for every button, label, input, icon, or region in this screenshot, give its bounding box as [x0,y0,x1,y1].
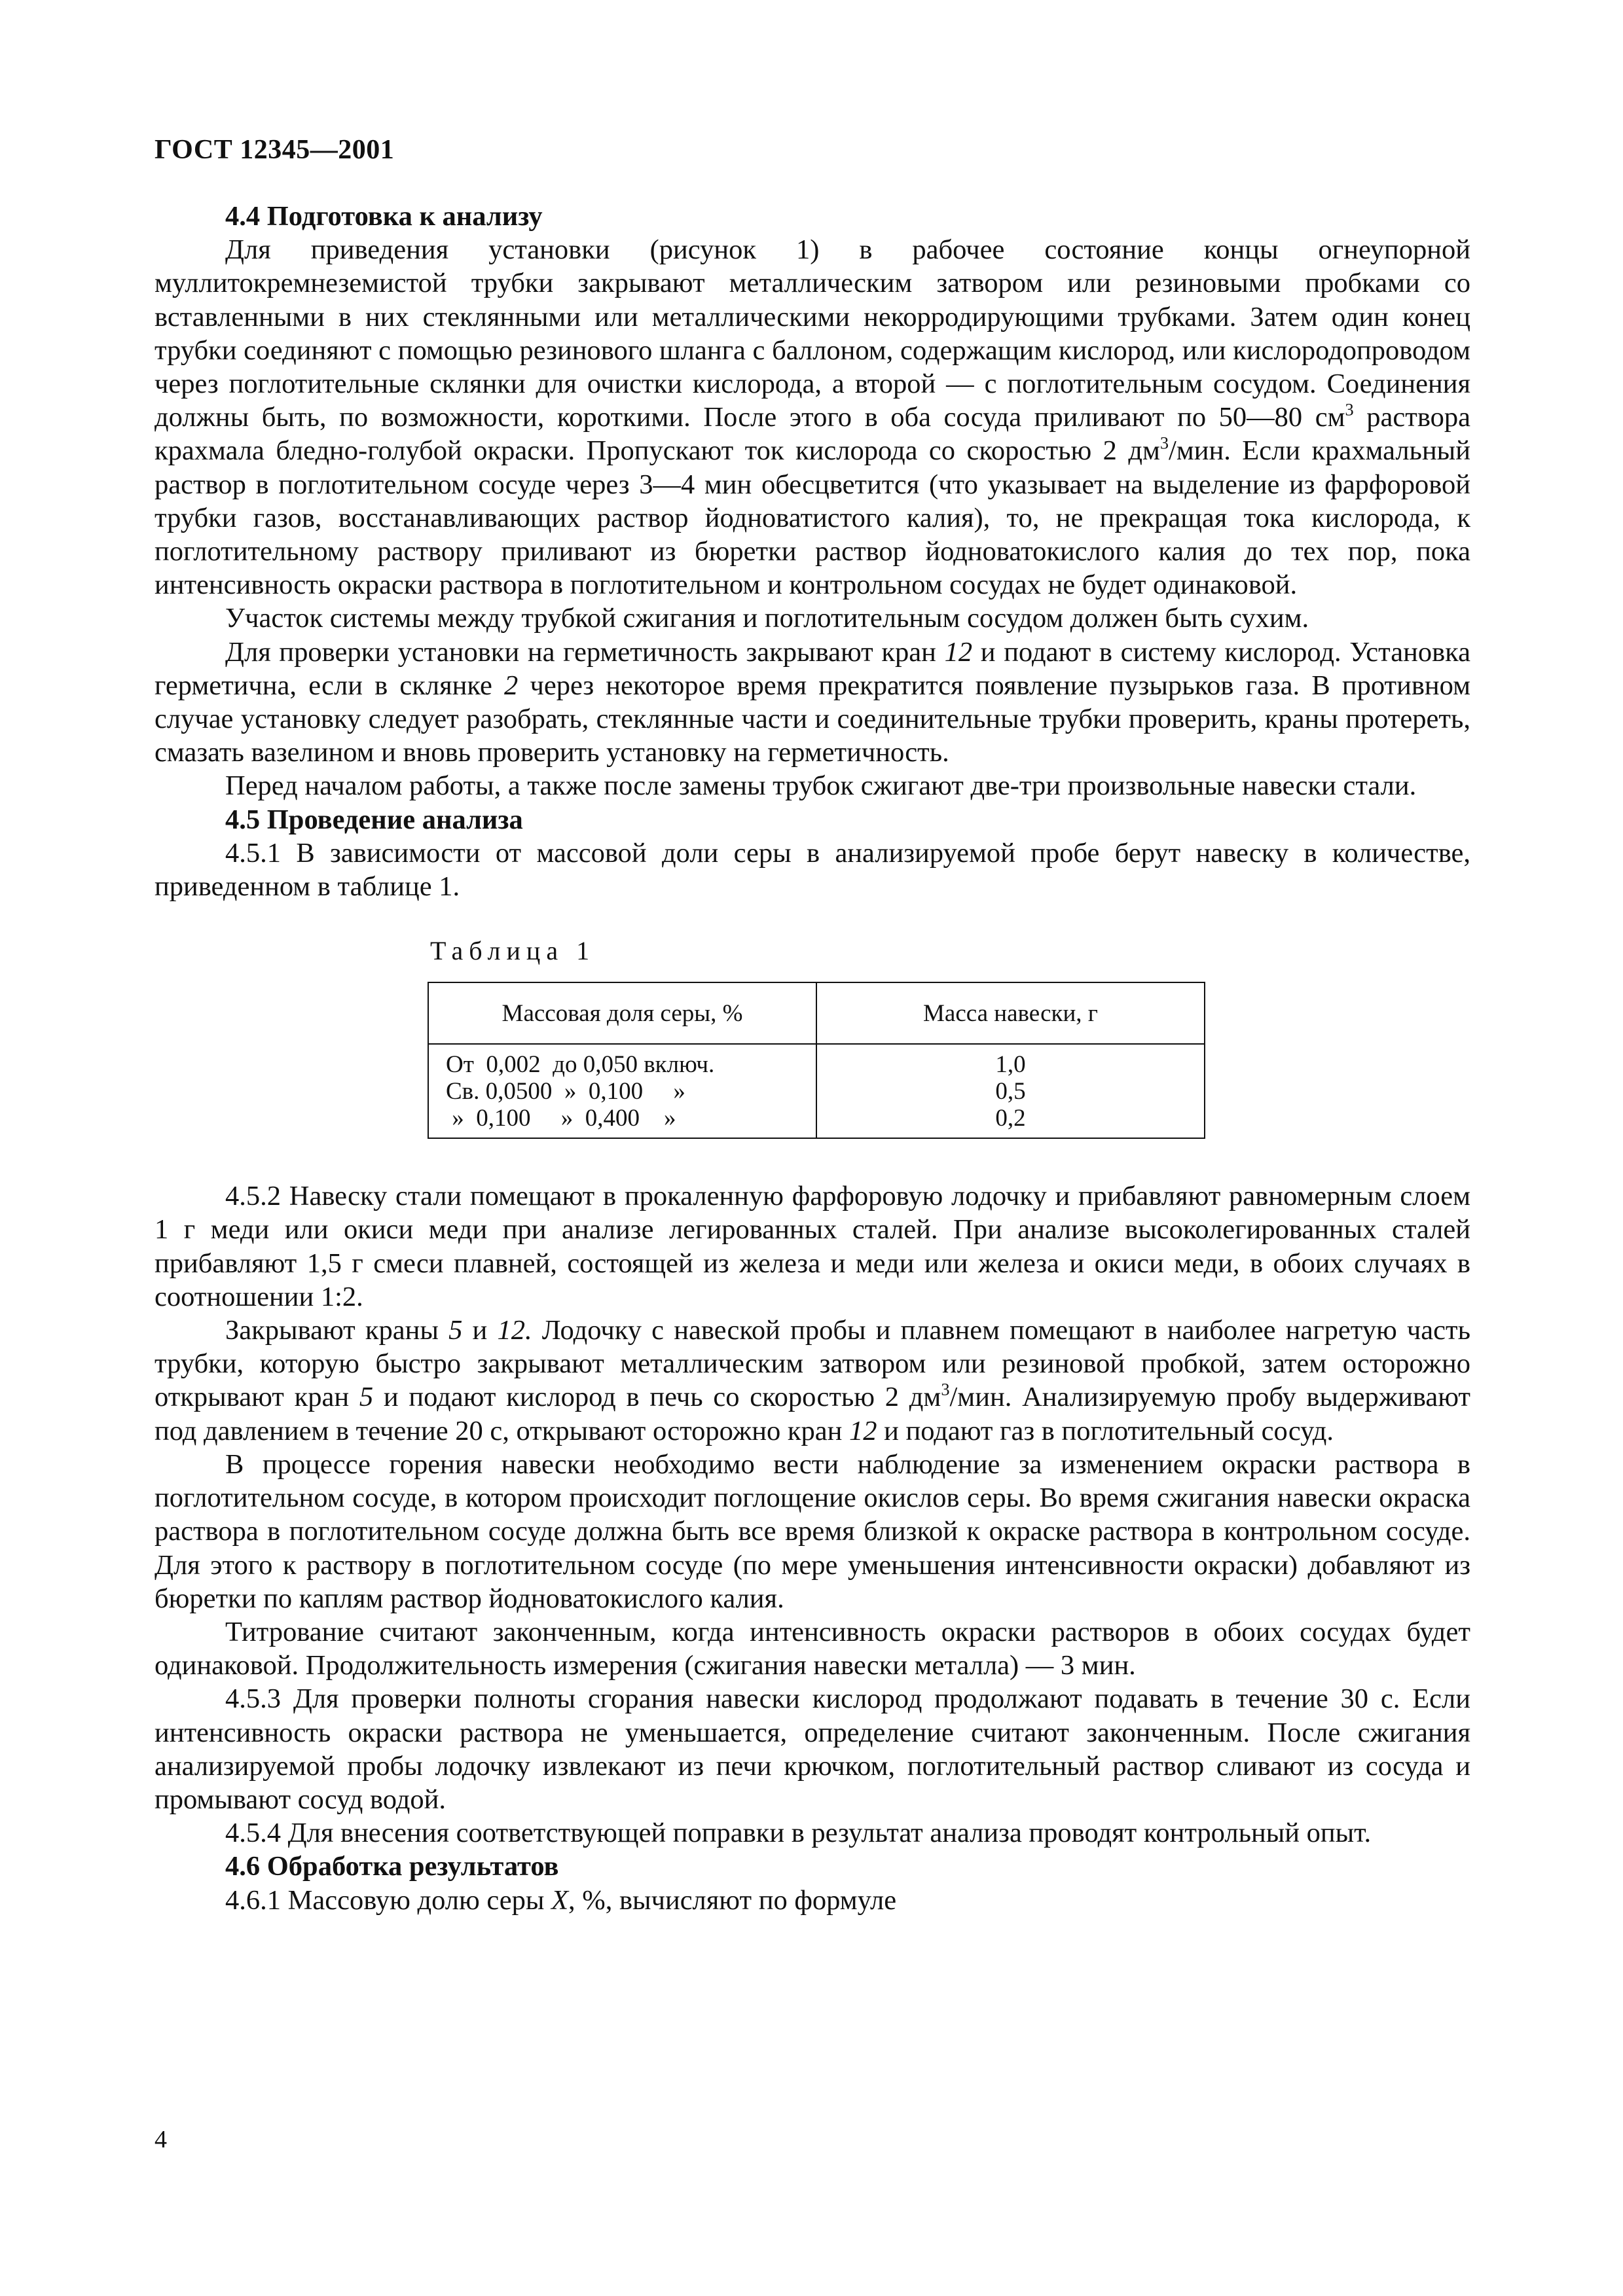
paragraph: 4.5.4 Для внесения соответствующей поправки в результат анализа проводят контрольный опыт. [225,1818,1372,1849]
paragraph: Для проверки установки на герметичность закрывают кран 12 и подают в систему кислород. Установка герметична, если в склянке 2 через некоторое время прекратится появление пузырьков газа. В противном случае установку следует разобрать, стеклянные части и соединительные трубки проверить, краны протереть, смазать вазелином и вновь проверить установку на герметичность. [155,636,1471,768]
document-body [155,200,1470,1917]
table-caption: Таблица 1 [430,936,596,966]
sulfur-mass-table [428,982,1205,1139]
page-number: 4 [155,2126,167,2153]
paragraph: 4.6.1 Массовую долю серы X, %, вычисляют по формуле [225,1884,897,1916]
section-heading-4-4: 4.4 Подготовка к анализу [225,201,543,232]
table-cell-masses: 1,0 0,5 0,2 [816,1044,1205,1138]
section-heading-4-5: 4.5 Проведение анализа [225,804,523,835]
paragraph: 4.5.2 Навеску стали помещают в прокаленную фарфоровую лодочку и прибавляют равномерным слоем 1 г меди или окиси меди при анализе легированных сталей. При анализе высоколегированных сталей прибавляют 1,5 г смеси плавней, состоящей из железа и меди или железа и окиси меди, в обоих случаях в соотношении 1:2. [155,1181,1470,1312]
paragraph: Закрывают краны 5 и 12. Лодочку с навеской пробы и плавнем помещают в наиболее нагретую часть трубки, которую быстро закрывают металлическим затвором или резиновой пробкой, затем осторожно открывают кран 5 и подают кислород в печь со скоростью 2 $дм^3$/мин. Анализируемую пробу выдерживают под давлением в течение 20 с, открывают осторожно кран 12 и подают газ в поглотительный сосуд. [155,1315,1470,1446]
paragraph: Участок системы между трубкой сжигания и поглотительным сосудом должен быть сухим. [225,603,1309,634]
paragraph: 4.5.3 Для проверки полноты сгорания навески кислород продолжают подавать в течение 30 с. Если интенсивность окраски раствора не уменьшается, определение считают законченным. После сжигания анализируемой пробы лодочку извлекают из печи крючком, поглотительный раствор сливают из сосуда и промывают сосуд водой. [155,1683,1470,1815]
document-code: ГОСТ 12345—2001 [155,135,395,165]
paragraph: 4.5.1 В зависимости от массовой доли серы в анализируемой пробе берут навеску в количестве, приведенном в таблице 1. [155,837,1470,903]
table-header-sample-mass: Масса навески, г [816,982,1205,1044]
table-cell-ranges: От 0,002 до 0,050 включ. Св. 0,0500 » 0,100 » » 0,100 » 0,400 » [428,1044,816,1138]
table-header-sulfur-fraction: Массовая доля серы, % [428,982,816,1044]
paragraph: В процессе горения навески необходимо вести наблюдение за изменением окраски раствора в поглотительном сосуде, в котором происходит поглощение окислов серы. Во время сжигания навески окраска раствора в поглотительном сосуде должна быть все время близкой к окраске раствора в контрольном сосуде. Для этого к раствору в поглотительном сосуде (по мере уменьшения интенсивности окраски) добавляют из бюретки по каплям раствор йодноватокислого калия. [155,1448,1470,1614]
table-row [428,1044,1205,1138]
paragraph: Для приведения установки (рисунок 1) в рабочее состояние концы огнеупорной муллитокремнеземистой трубки закрывают металлическим затвором или резиновыми пробками со вставленными в них стеклянными или металлическими некорродирующими трубками. Затем один конец трубки соединяют с помощью резинового шланга с баллоном, содержащим кислород, или кислородопроводом через поглотительные склянки для очистки кислорода, а второй — с поглотительным сосудом. Соединения должны быть, по возможности, короткими. После этого в оба сосуда приливают по 50—80 $см^3$ раствора крахмала бледно-голубой окраски. Пропускают ток кислорода со скоростью 2 $дм^3$/мин. Если крахмальный раствор в поглотительном сосуде через 3—4 мин обесцветится (что указывает на выделение из фарфоровой трубки газов, восстанавливающих раствор йодноватистого калия), то, не прекращая тока кислорода, к поглотительному раствору приливают из бюретки раствор йодноватокислого калия до тех пор, пока интенсивность окраски раствора в поглотительном и контрольном сосудах не будет одинаковой. [155,234,1470,601]
paragraph: Титрование считают законченным, когда интенсивность окраски растворов в обоих сосудах будет одинаковой. Продолжительность измерения (сжигания навески металла) — 3 мин. [155,1616,1470,1681]
section-heading-4-6: 4.6 Обработка результатов [225,1851,559,1882]
paragraph: Перед началом работы, а также после замены трубок сжигают две-три произвольные навески стали. [225,770,1417,802]
